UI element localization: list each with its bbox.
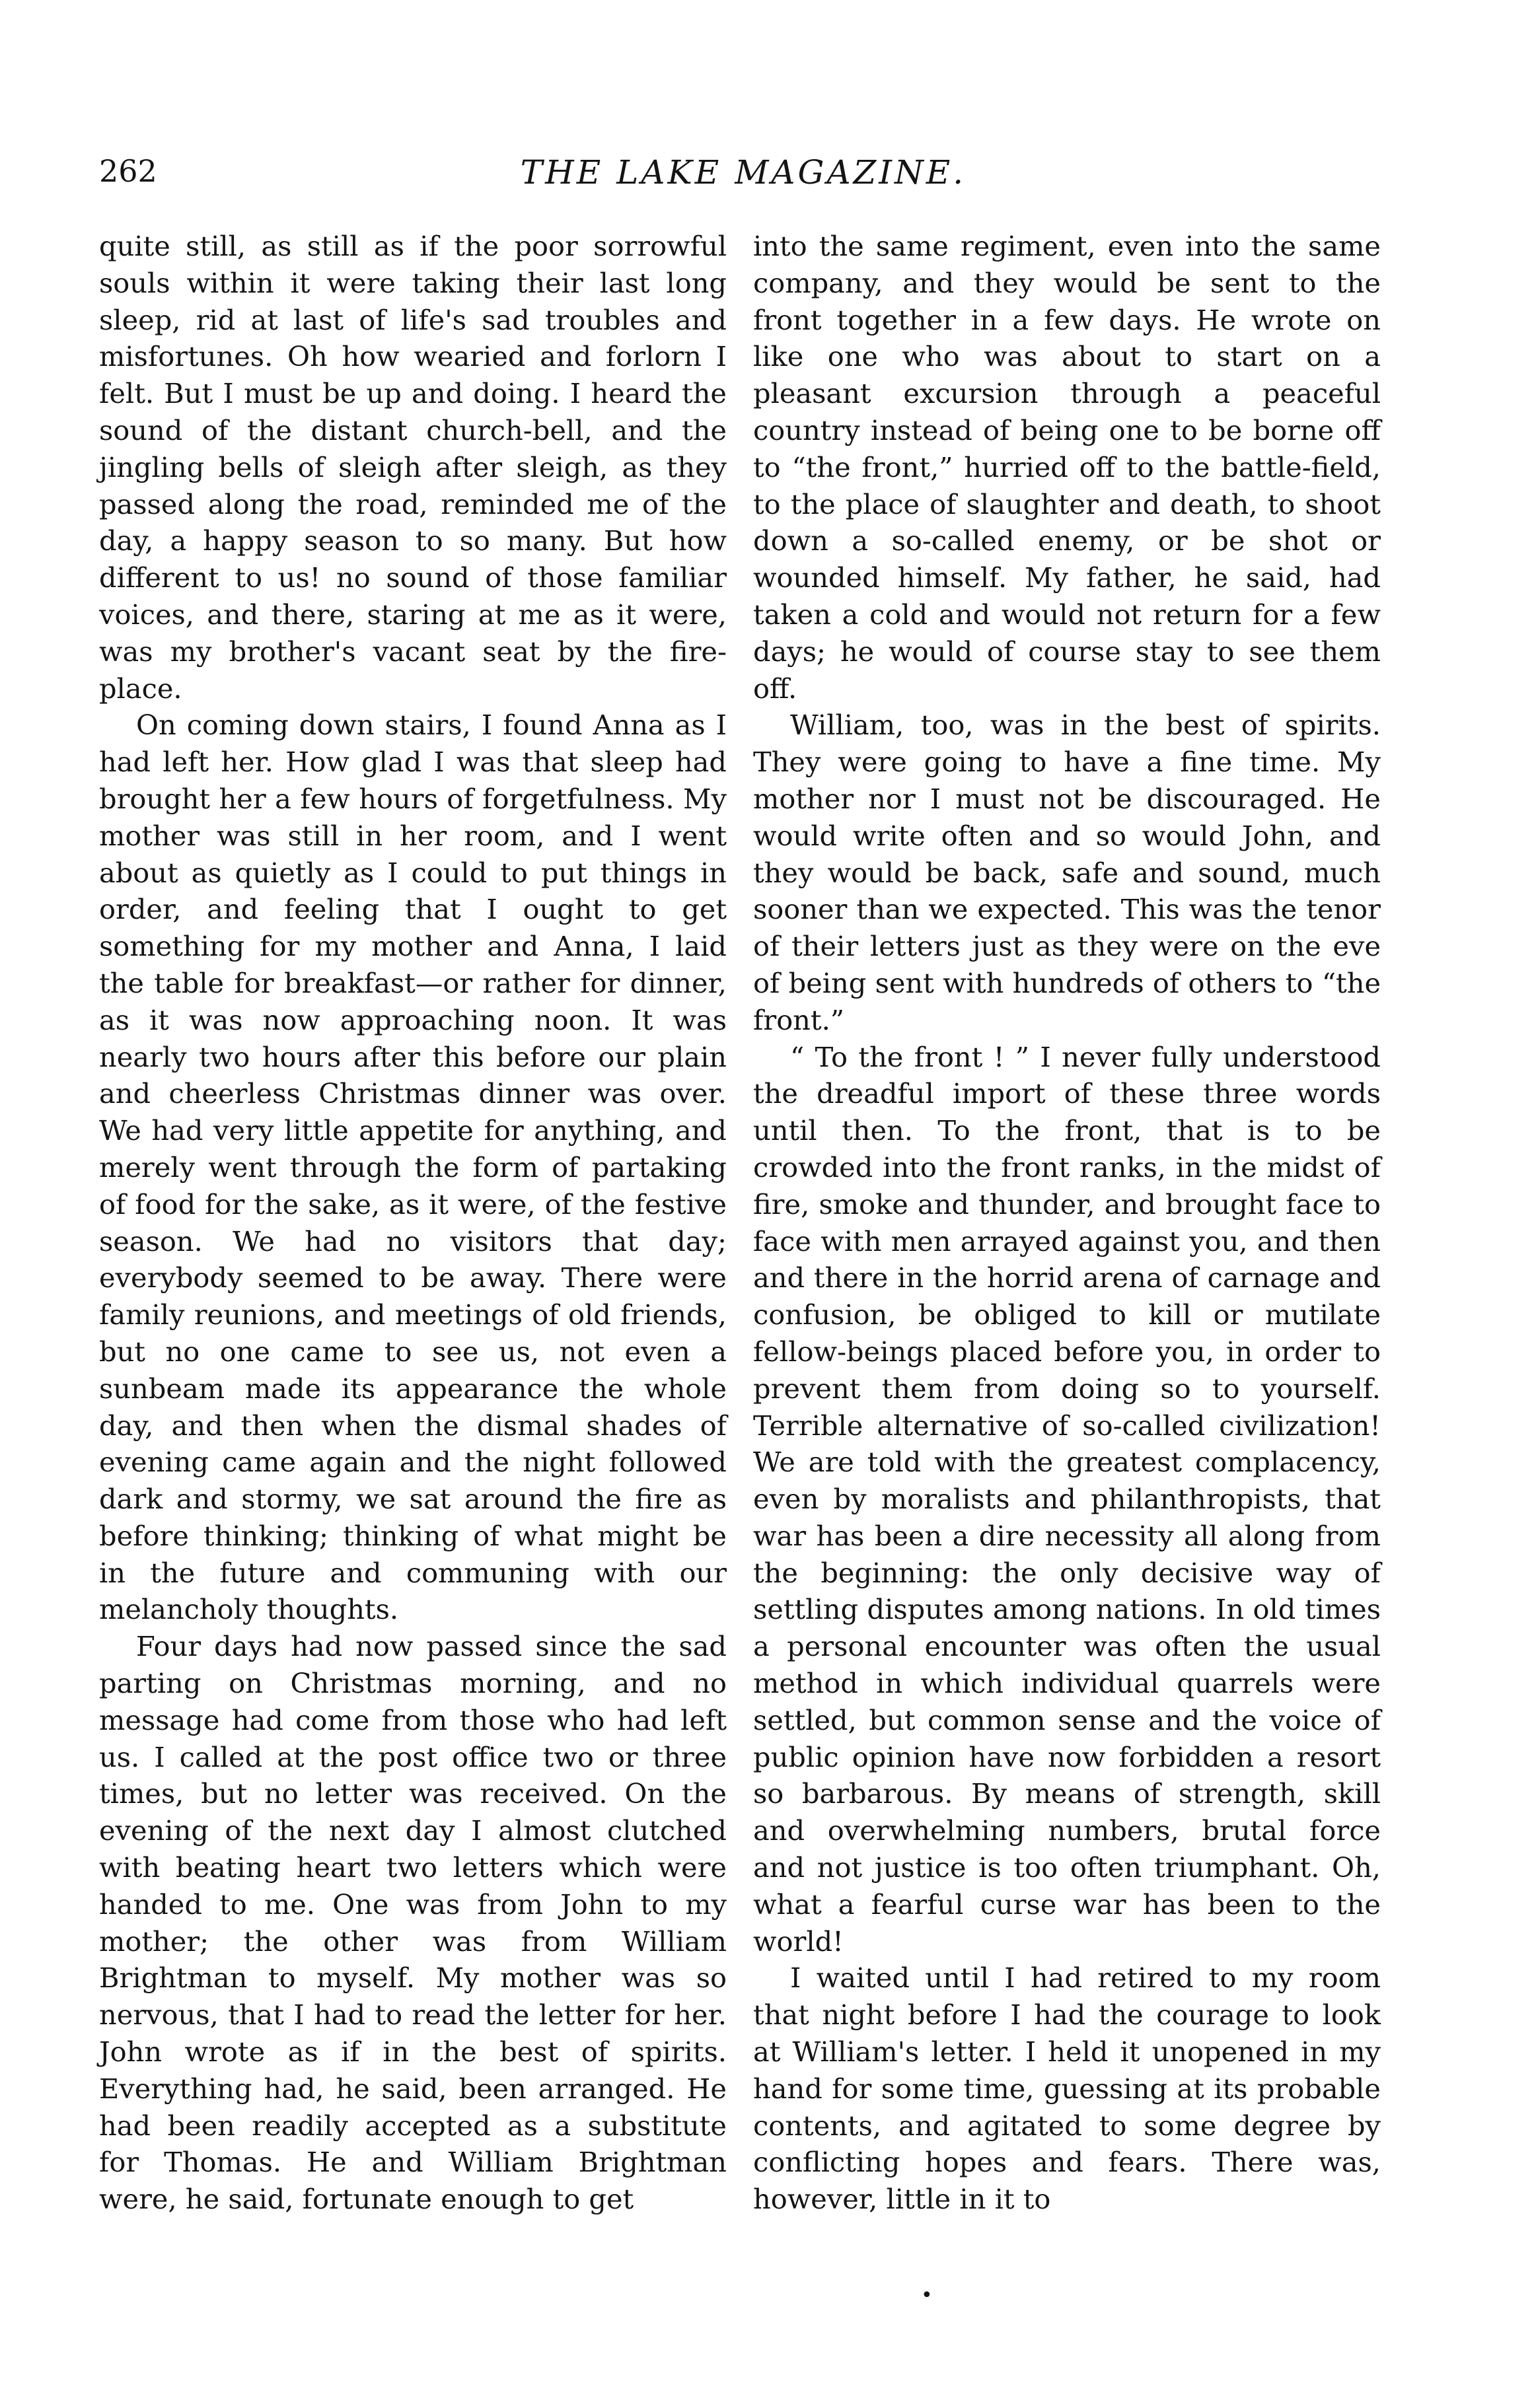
paragraph: On coming down stairs, I found Anna as I had left her. How glad I was that sleep had brought her a few hours of forgetfulness. My mother was still in her room, and I went about as quietly as I could to put things in order, and feeling that I ought to get something for my mother and Anna, I laid the table for breakfast—or rather for dinner, as it was now approaching noon. It was nearly two hours after this before our plain and cheerless Christmas dinner was over. We had very little appetite for anything, and merely went through the form of partaking of food for the sake, as it were, of the festive season. We had no visitors that day; everybody seemed to be away. There were family reunions, and meetings of old friends, but no one came to see us, not even a sunbeam made its appearance the whole day, and then when the dismal shades of evening came again and the night followed dark and stormy, we sat around the fire as before thinking; thinking of what might be in the future and communing with our melancholy thoughts. [99,709,727,1626]
paragraph: quite still, as still as if the poor sorrowful souls within it were taking their last long sleep, rid at last of life's sad troubles and misfortunes. Oh how wearied and forlorn I felt. But I must be up and doing. I heard the sound of the distant church-bell, and the jingling bells of sleigh after sleigh, as they passed along the road, reminded me of the day, a happy season to so many. But how different to us! no sound of those familiar voices, and there, staring at me as it were, was my brother's vacant seat by the fire-place. [99,230,727,705]
paragraph: I waited until I had retired to my room that night before I had the courage to look at William's letter. I held it unopened in my hand for some time, guessing at its probable contents, and agitated to some degree by conflicting hopes and fears. There was, however, little in it to [753,1962,1381,2216]
page-header [99,153,1387,215]
paragraph: Four days had now passed since the sad parting on Christmas morning, and no message had come from those who had left us. I called at the post office two or three times, but no letter was received. On the evening of the next day I almost clutched with beating heart two letters which were handed to me. One was from John to my mother; the other was from William Brightman to myself. My mother was so nervous, that I had to read the letter for her. John wrote as if in the best of spirits. Everything had, he said, been arranged. He had been readily accepted as a substitute for Thomas. He and William Brightman were, he said, fortunate enough to get [99,1630,727,2216]
page-number: 262 [99,153,157,189]
running-title: THE LAKE MAGAZINE. [520,153,967,192]
paragraph: into the same regiment, even into the same company, and they would be sent to the front together in a few days. He wrote on like one who was about to start on a pleasant excursion through a peaceful country instead of being one to be borne off to “the front,” hurried off to the battle-field, to the place of slaughter and death, to shoot down a so-called enemy, or be shot or wounded himself. My father, he said, had taken a cold and would not return for a few days; he would of course stay to see them off. [753,230,1381,705]
left-column [99,228,727,2218]
paragraph: “ To the front ! ” I never fully understood the dreadful import of these three words until then. To the front, that is to be crowded into the front ranks, in the midst of fire, smoke and thunder, and brought face to face with men arrayed against you, and then and there in the horrid arena of carnage and confusion, be obliged to kill or mutilate fellow-beings placed before you, in order to prevent them from doing so to yourself. Terrible alternative of so-called civilization! We are told with the greatest complacency, even by moralists and philanthropists, that war has been a dire necessity all along from the beginning: the only decisive way of settling disputes among nations. In old times a personal encounter was often the usual method in which individual quarrels were settled, but common sense and the voice of public opinion have now forbidden a resort so barbarous. By means of strength, skill and overwhelming numbers, brutal force and not justice is too often triumphant. Oh, what a fearful curse war has been to the world! [753,1040,1381,1958]
footer-dot-mark: • [921,2284,933,2307]
paragraph: William, too, was in the best of spirits. They were going to have a fine time. My mother nor I must not be discouraged. He would write often and so would John, and they would be back, safe and sound, much sooner than we expected. This was the tenor of their letters just as they were on the eve of being sent with hundreds of others to “the front.” [753,709,1381,1036]
right-column [753,228,1381,2218]
